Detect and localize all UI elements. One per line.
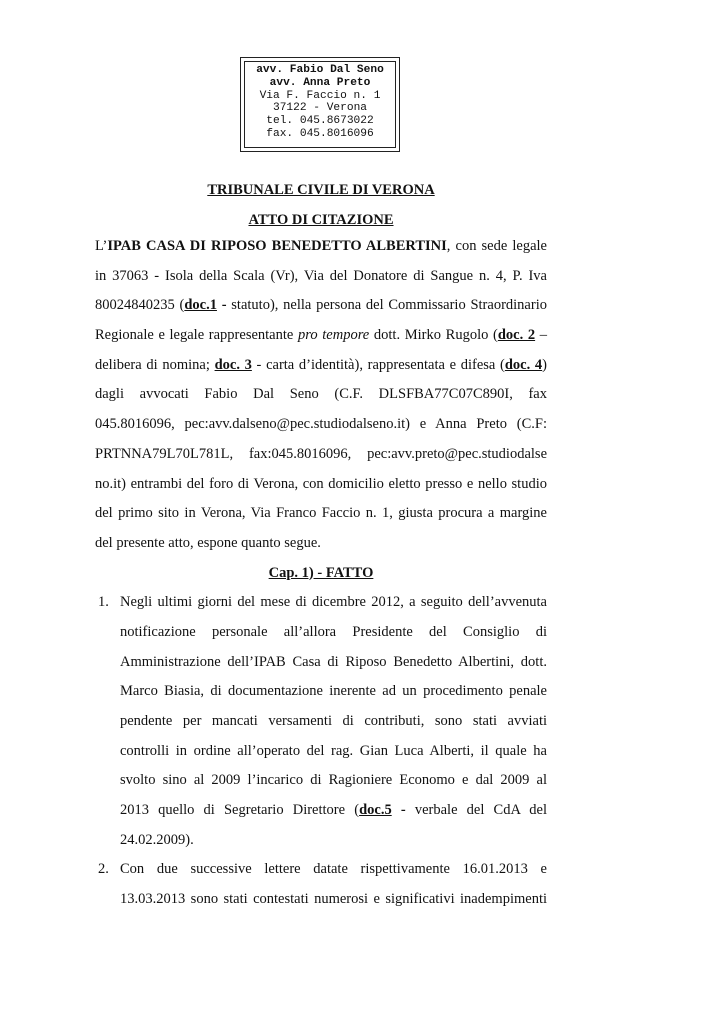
list-item (95, 588, 547, 855)
list-number: 1. (98, 594, 109, 611)
item-line: controlli in ordine all’operato del rag. Gian Luca Alberti, il quale ha (120, 742, 547, 759)
intro-line: del presente atto, espone quanto segue. (95, 534, 321, 551)
text: statuto), nella persona del Commissario Straordinario (231, 297, 547, 314)
intro-line: no.it) entrambi del foro di Verona, con domicilio eletto presso e nello studio (95, 475, 547, 492)
intro-line (95, 351, 547, 381)
text: - carta d’identità), rappresentata e difesa ( (251, 356, 505, 373)
text: verbale del CdA del (414, 802, 547, 819)
text: , con sede legale (446, 238, 547, 254)
doc-reference: doc. 2 (497, 327, 536, 344)
intro-line: PRTNNA79L70L781L, fax:045.8016096, pec:avv.preto@pec.studiodalse (95, 445, 547, 462)
text: – (535, 327, 548, 344)
text: 80024840235 ( (95, 297, 185, 314)
text: delibera di nomina; (95, 356, 215, 373)
list-number: 2. (98, 861, 109, 878)
party-name: IPAB CASA DI RIPOSO BENEDETTO ALBERTINI (107, 238, 447, 254)
letterhead-stamp (240, 57, 400, 152)
item-line: Marco Biasia, di documentazione inerente ad un procedimento penale (120, 683, 547, 700)
intro-line: del primo sito in Verona, Via Franco Faccio n. 1, giusta procura a margine (95, 505, 547, 522)
doc-reference: doc.1 (184, 297, 217, 314)
intro-line: 045.8016096, pec:avv.dalseno@pec.studiodalseno.it) e Anna Preto (C.F: (95, 416, 547, 433)
stamp-fax: fax. 045.8016096 (266, 127, 374, 140)
stamp-phone: tel. 045.8673022 (266, 115, 374, 128)
document-title: ATTO DI CITAZIONE (248, 212, 394, 228)
intro-line (95, 232, 547, 262)
item-line: Amministrazione dell’IPAB Casa di Riposo Benedetto Albertini, dott. (120, 653, 547, 670)
item-line: pendente per mancati versamenti di contributi, sono stati avviati (120, 713, 547, 729)
item-line: 13.03.2013 sono stati contestati numerosi e significativi inadempimenti (120, 891, 547, 908)
text: dott. Mirko Rugolo ( (369, 327, 498, 344)
intro-line: in 37063 - Isola della Scala (Vr), Via del Donatore di Sangue n. 4, P. Iva (95, 267, 547, 284)
text: - (216, 297, 232, 314)
intro-line (95, 321, 547, 351)
item-line: Con due successive lettere datate rispettivamente 16.01.2013 e (120, 861, 547, 878)
doc-reference: doc.5 (359, 802, 392, 819)
doc-reference: doc. 3 (214, 356, 252, 373)
text: ) (542, 356, 548, 373)
item-line (120, 796, 547, 826)
text: - (391, 802, 415, 819)
letterhead-stamp-inner (244, 61, 396, 148)
text: 2013 quello di Segretario Direttore ( (120, 802, 360, 819)
court-heading: TRIBUNALE CIVILE DI VERONA (207, 182, 435, 198)
stamp-lawyer-2: avv. Anna Preto (269, 76, 371, 89)
item-line: 24.02.2009). (120, 831, 194, 848)
text: L’ (95, 238, 108, 254)
item-line: svolto sino al 2009 l’incarico di Ragioniere Economo e dal 2009 al (120, 772, 547, 789)
italic-text: pro tempore (298, 327, 370, 344)
item-line: Negli ultimi giorni del mese di dicembre 2012, a seguito dell’avvenuta (120, 594, 547, 611)
item-line: notificazione personale all’allora Presidente del Consiglio di (120, 623, 547, 640)
stamp-lawyer-1: avv. Fabio Dal Seno (256, 64, 384, 76)
intro-line: dagli avvocati Fabio Dal Seno (C.F. DLSFBA77C07C890I, fax (95, 386, 547, 403)
doc-reference: doc. 4 (504, 356, 543, 373)
document-body (95, 232, 547, 915)
text: Regionale e legale rappresentante (95, 327, 298, 344)
intro-line (95, 291, 547, 321)
list-item (95, 855, 547, 914)
chapter-heading: Cap. 1) - FATTO (268, 564, 374, 581)
stamp-city: 37122 - Verona (273, 102, 367, 115)
stamp-address: Via F. Faccio n. 1 (259, 89, 381, 102)
